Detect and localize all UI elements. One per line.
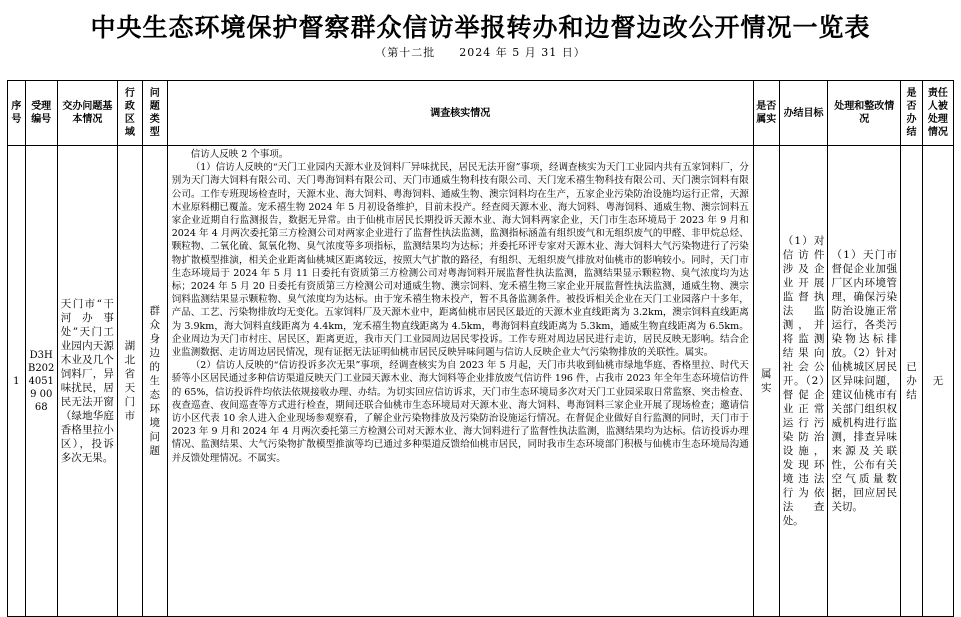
header-details: 调查核实情况 xyxy=(167,81,753,146)
cell-goal: （1）对信访件涉及企业开展监督执法监测，并将监测结果向社会公开。（2）督促企业正常运行污染防治设施，发现环境违法行为依法查处。 xyxy=(779,146,828,617)
cell-handling: （1）天门市督促企业加强厂区内环境管理，确保污染防治设施正常运行，各类污染物达标排放。（2）针对仙桃城区居民区异味问题，建议仙桃市有关部门组织权威机构进行监测，排查异味来源及关联性，公布有关空气质量数据，回应居民关切。 xyxy=(828,146,901,617)
header-verified: 是否属实 xyxy=(753,81,779,146)
header-id: 受理编号 xyxy=(25,81,57,146)
cell-summary: 天门市“干河办事处”天门工业园内天源木业及几个饲料厂，异味扰民，居民无法开窗（绿地华庭香格里拉小区），投诉多次无果。 xyxy=(57,146,117,617)
header-accountability: 责任人被处理情况 xyxy=(922,81,953,146)
cell-details xyxy=(167,146,753,617)
header-type: 问题类型 xyxy=(142,81,167,146)
cell-completed: 已办结 xyxy=(901,146,923,617)
details-intro: 信访人反映 2 个事项。 xyxy=(190,149,289,160)
page-title: 中央生态环境保护督察群众信访举报转办和边督边改公开情况一览表 xyxy=(90,13,871,42)
report-table xyxy=(7,80,954,617)
header-row xyxy=(8,81,954,146)
cell-id: D3HB20240519 0068 xyxy=(25,146,57,617)
details-item-1: （1）信访人反映的“天门工业园内天源木业及饲料厂异味扰民，居民无法开窗”事项，经调查核实为天门工业园内共有五家饲料厂，分别为天门海大饲料有限公司、天门粤海饲料有限公司、天门市通威生物科技有限公司、天门宠禾禧生物科技有限公司、天门澳宗饲料有限公司。工作专班现场检查时，天源木业、海大饲料、粤海饲料、通威生物、澳宗饲料均在生产，五家企业污染防治设施均运行正常，天源木业原料棚已覆盖。宠禾禧生物 2024 年 5 月初设备维护，目前未投产。经查阅天源木业、海大饲料、粤海饲料、通威生物、澳宗饲料五家企业近期自行监测报告，数据无异常。由于仙桃市居民长期投诉天源木业、海大饲料两家企业，天门市生态环境局于 2023 年 9 月和 2024 年 4 月两次委托第三方检测公司对两家企业进行了监督性执法监测，监测指标涵盖有组织废气和无组织废气的甲醛、非甲烷总烃、颗粒物、二氧化硫、氮氧化物、臭气浓度等多项指标，监测结果均为达标；并委托环评专家对天源木业、海大饲料大气污染物进行了污染物扩散模型推演，相关企业距离仙桃城区距离较远，按照大气扩散的路径，有组织、无组织废气排放对仙桃市的影响较小。同时，天门市生态环境局于 2024 年 5 月 11 日委托有资质第三方检测公司对粤海饲料开展监督性执法监测，监测结果显示颗粒物、臭气浓度均为达标；2024 年 5 月 20 日委托有资质第三方检测公司对通威生物、澳宗饲料、宠禾禧生物三家企业开展监督性执法监测，通威生物、澳宗饲料监测结果显示颗粒物、臭气浓度均为达标。由于宠禾禧生物未投产，暂不具备监测条件。被投诉相关企业在天门工业园落户十多年，产品、工艺、污染物排放均无变化。五家饲料厂及天源木业中，距离仙桃市居民区最近的天源木业直线距离为 3.2km，澳宗饲料直线距离为 3.9km，海大饲料直线距离为 4.4km，宠禾禧生物直线距离为 4.5km，粤海饲料直线距离为 5.3km，通威生物直线距离为 6.5km。企业周边为天门市村庄、居民区，距离更近，我市天门工业园周边居民零投诉。工作专班对周边居民进行走访，居民反映无影响。结合企业监测数据、走访周边居民情况，现有证据无法证明仙桃市居民反映异味问题与信访人反映企业大气污染物排放的关联性。属实。 xyxy=(171,162,749,359)
cell-seq: 1 xyxy=(8,146,26,617)
table-header xyxy=(8,81,954,146)
page-subtitle: （第十二批 2024 年 5 月 31 日） xyxy=(375,46,586,59)
header-goal: 办结目标 xyxy=(779,81,828,146)
cell-type: 群众身边的生态环境问题 xyxy=(142,146,167,617)
header-completed: 是否办结 xyxy=(901,81,923,146)
cell-verified: 属实 xyxy=(753,146,779,617)
details-item-2: （2）信访人反映的“信访投诉多次无果”事项，经调查核实为自 2023 年 5 月起，天门市共收到仙桃市绿地华庭、香格里拉、时代天骄等小区居民通过多种信访渠道反映天门工业园天源木业、海大饲料等企业排放废气信访件 196 件，占我市 2023 年全年生态环境信访件的 65%，信访投诉件均依法依规接收办理、办结。为切实回应信访诉求，天门市生态环境局多次对天门工业园采取日常监察、突击检查、夜查巡查、夜间巡查等方式进行检查，期间还联合仙桃市生态环境局对天源木业、海大饲料、粤海饲料三家企业开展了现场检查；邀请信访小区代表 10 余人进入企业现场参观察看，了解企业污染物排放及污染防治设施运行情况。在督促企业做好自行监测的同时，天门市于 2023 年 9 月和 2024 年 4 月两次委托第三方检测公司对天源木业、海大饲料进行了监督性执法监测，监测结果均为达标。信访投诉办理情况、监测结果、大气污染物扩散模型推演等均已通过多种渠道反馈给仙桃市居民，同时我市生态环境部门积极与仙桃市生态环境局沟通并反馈处理情况。不属实。 xyxy=(171,360,749,464)
header-region: 行政区域 xyxy=(117,81,142,146)
cell-accountability: 无 xyxy=(922,146,953,617)
cell-region: 湖北省天门市 xyxy=(117,146,142,617)
header-seq: 序号 xyxy=(8,81,26,146)
table-row xyxy=(8,146,954,617)
header-handling: 处理和整改情况 xyxy=(828,81,901,146)
header-summary: 交办问题基本情况 xyxy=(57,81,117,146)
